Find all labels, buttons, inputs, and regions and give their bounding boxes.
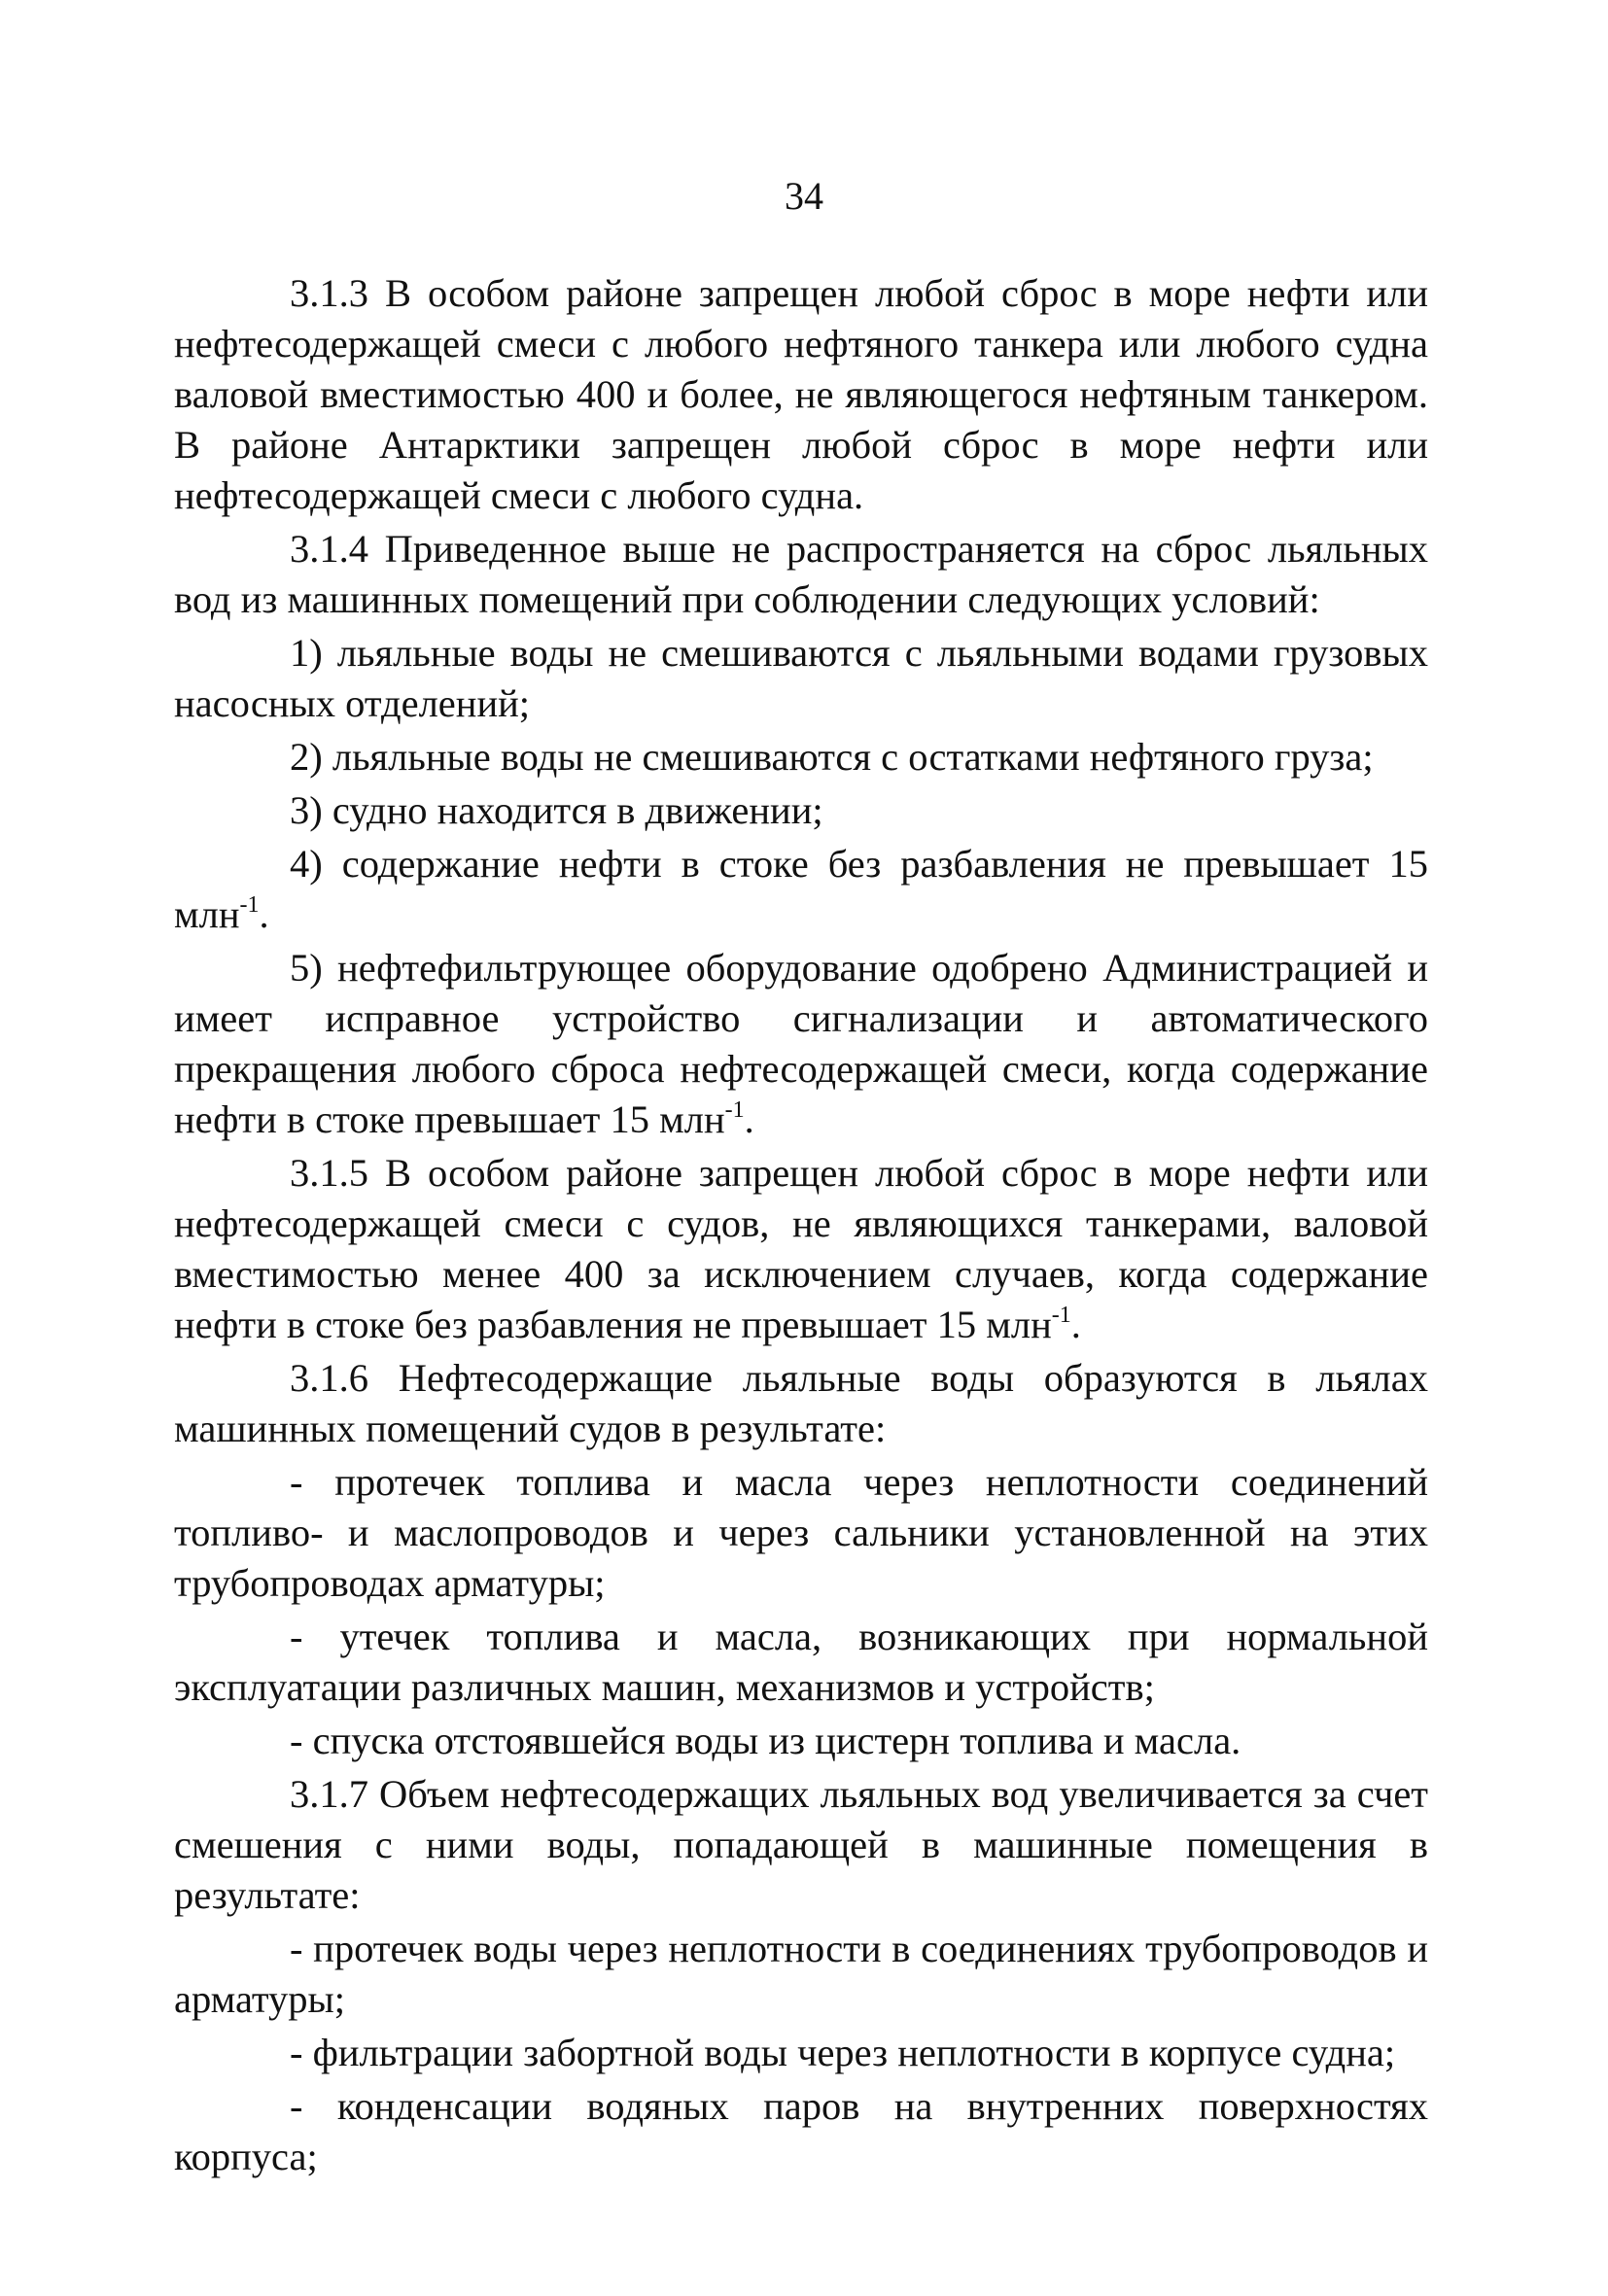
paragraph-3-1-7: 3.1.7 Объем нефтесодержащих льяльных вод увеличивается за счет смешения с ними воды, попадающей в машинные помещения в результате: [174,1772,1428,1917]
list-item-cause-3: - спуска отстоявшейся воды из цистерн топлива и масла. [290,1719,1241,1762]
list-item-cause-2: - утечек топлива и масла, возникающих при нормальной эксплуатации различных машин, механизмов и устройств; [174,1615,1428,1709]
paragraph-3-1-4: 3.1.4 Приведенное выше не распространяется на сброс льяльных вод из машинных помещений при соблюдении следующих условий: [174,527,1428,621]
superscript: -1 [239,892,260,918]
superscript: -1 [1051,1303,1071,1328]
paragraph-3-1-3: 3.1.3 В особом районе запрещен любой сброс в море нефти или нефтесодержащей смеси с любого нефтяного танкера или любого судна валовой вместимостью 400 и более, не являющегося нефтяным танкером. В районе Антарктики запрещен любой сброс в море нефти или нефтесодержащей смеси с любого судна. [174,271,1428,517]
list-item-cause-1: - протечек топлива и масла через неплотности соединений топливо- и маслопроводов и через сальники установленной на этих трубопроводах арматуры; [174,1460,1428,1605]
superscript: -1 [724,1097,745,1123]
list-item-condition-2: 2) льяльные воды не смешиваются с остатками нефтяного груза; [290,735,1374,779]
document-body [174,268,1428,2185]
paragraph-3-1-5: 3.1.5 В особом районе запрещен любой сброс в море нефти или нефтесодержащей смеси с судов, не являющихся танкерами, валовой вместимостью менее 400 за исключением случаев, когда содержание нефти в стоке без разбавления не превышает 15 млн$^{-1}$. [174,1151,1428,1346]
list-item-condition-3: 3) судно находится в движении; [290,788,823,832]
list-item-condition-4: 4) содержание нефти в стоке без разбавления не превышает 15 млн$^{-1}$. [174,842,1428,936]
page-number: 34 [785,174,823,218]
list-item-water-1: - протечек воды через неплотности в соединениях трубопроводов и арматуры; [174,1927,1428,2021]
list-item-water-2: - фильтрации забортной воды через неплотности в корпусе судна; [290,2031,1396,2074]
list-item-condition-1: 1) льяльные воды не смешиваются с льяльными водами грузовых насосных отделений; [174,631,1428,725]
paragraph-3-1-6: 3.1.6 Нефтесодержащие льяльные воды образуются в льялах машинных помещений судов в результате: [174,1356,1428,1450]
list-item-condition-5: 5) нефтефильтрующее оборудование одобрено Администрацией и имеет исправное устройство сигнализации и автоматического прекращения любого сброса нефтесодержащей смеси, когда содержание нефти в стоке превышает 15 млн$^{-1}$. [174,946,1428,1141]
list-item-water-3: - конденсации водяных паров на внутренних поверхностях корпуса; [174,2084,1428,2178]
